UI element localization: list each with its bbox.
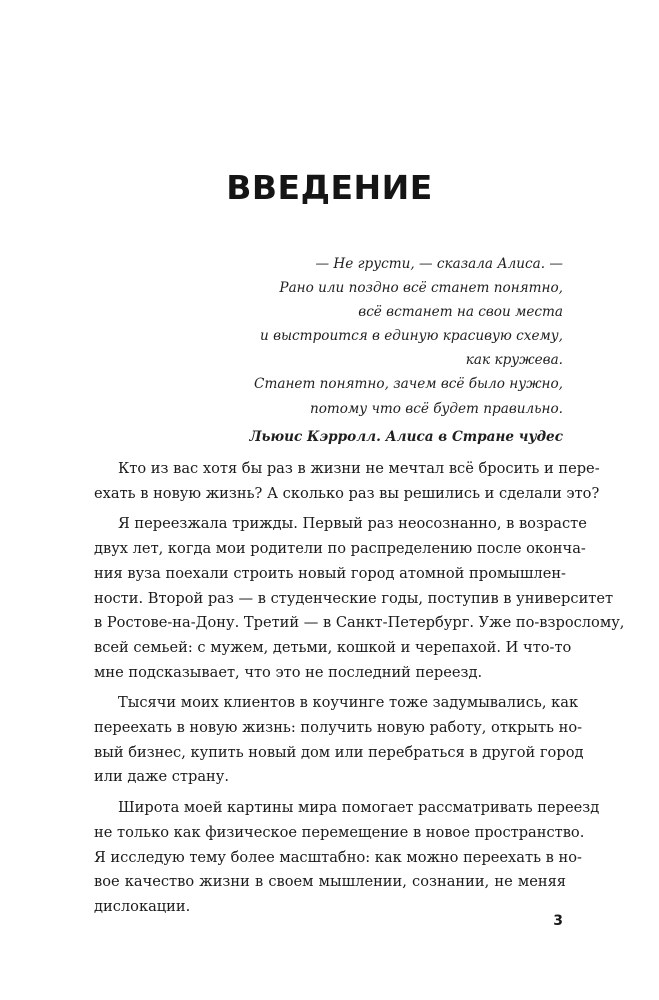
- text-line: Я исследую тему более масштабно: как можно переехать в но-: [94, 848, 582, 866]
- epigraph-line: — Не грусти, — сказала Алиса. —: [315, 256, 563, 272]
- text-line: переехать в новую жизнь: получить новую работу, открыть но-: [94, 719, 583, 737]
- text-line: в Ростове-на-Дону. Третий — в Санкт-Петербург. Уже по-взрослому,: [94, 614, 625, 632]
- paragraph: [94, 796, 600, 920]
- paragraph: [94, 457, 600, 506]
- text-line: ния вуза поехали строить новый город атомной промышлен-: [94, 564, 566, 582]
- page-number: 3: [553, 913, 563, 929]
- chapter-title: ВВЕДЕНИЕ: [226, 168, 433, 207]
- epigraph-source: Льюис Кэрролл. Алиса в Стране чудес: [249, 428, 563, 445]
- text-line: ехать в новую жизнь? А сколько раз вы решились и сделали это?: [94, 484, 600, 502]
- text-line: или даже страну.: [94, 768, 229, 786]
- epigraph-line: потому что всё будет правильно.: [309, 400, 563, 417]
- body-text: [94, 457, 625, 926]
- epigraph-line: Станет понятно, зачем всё было нужно,: [254, 376, 563, 393]
- text-line: ности. Второй раз — в студенческие годы, поступив в университет: [94, 589, 614, 607]
- text-line: вое качество жизни в своем мышлении, сознании, не меняя: [94, 873, 566, 891]
- text-line: Тысячи моих клиентов в коучинге тоже задумывались, как: [118, 694, 579, 712]
- text-line: Я переезжала трижды. Первый раз неосознанно, в возрасте: [118, 515, 587, 533]
- text-line: Широта моей картины мира помогает рассматривать переезд: [118, 799, 600, 817]
- epigraph-line: Рано или поздно всё станет понятно,: [279, 280, 563, 297]
- epigraph-line: и выстроится в единую красивую схему,: [260, 328, 563, 345]
- text-line: всей семьей: с мужем, детьми, кошкой и черепахой. И что-то: [94, 638, 572, 656]
- paragraph: [94, 691, 584, 790]
- text-line: вый бизнес, купить новый дом или перебраться в другой город: [94, 743, 584, 761]
- text-line: Кто из вас хотя бы раз в жизни не мечтал всё бросить и пере-: [118, 460, 600, 477]
- epigraph: [163, 252, 563, 449]
- text-line: двух лет, когда мои родители по распределению после оконча-: [94, 540, 586, 558]
- text-line: не только как физическое перемещение в новое пространство.: [94, 823, 585, 841]
- epigraph-line: всё встанет на свои места: [358, 304, 563, 321]
- text-line: мне подсказывает, что это не последний переезд.: [94, 663, 483, 681]
- paragraph: [94, 512, 625, 685]
- text-line: дислокации.: [94, 897, 191, 915]
- epigraph-line: как кружева.: [465, 352, 563, 369]
